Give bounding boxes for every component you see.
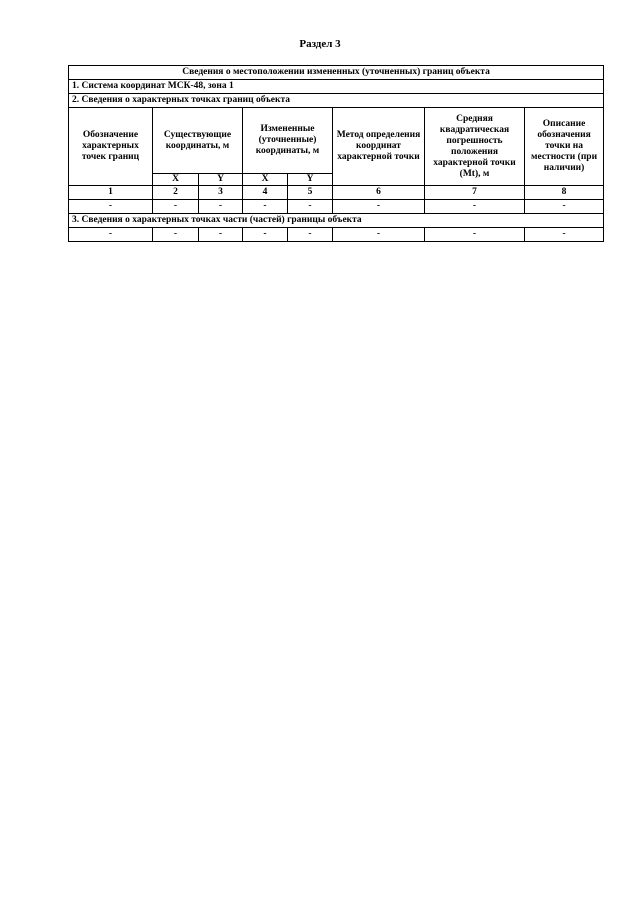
table-cell: - (199, 228, 243, 242)
column-number: 5 (288, 186, 333, 200)
column-number: 4 (243, 186, 288, 200)
column-number: 7 (425, 186, 525, 200)
table-row (69, 200, 604, 214)
subheader-x-changed: X (243, 174, 288, 186)
subheader-y-changed: Y (288, 174, 333, 186)
subheader-x-existing: X (153, 174, 199, 186)
header-description: Описание обозначения точки на местности (при наличии) (525, 108, 604, 186)
header-point-designation: Обозначение характерных точек границ (69, 108, 153, 186)
table-cell: - (199, 200, 243, 214)
column-number: 6 (333, 186, 425, 200)
part-points-section-row: 3. Сведения о характерных точках части (частей) границы объекта (69, 214, 604, 228)
table-row (69, 228, 604, 242)
table-cell: - (69, 200, 153, 214)
column-number: 3 (199, 186, 243, 200)
table-cell: - (153, 228, 199, 242)
header-method: Метод определения координат характерной точки (333, 108, 425, 186)
table-cell: - (525, 228, 604, 242)
table-cell: - (425, 228, 525, 242)
table-cell: - (153, 200, 199, 214)
header-existing-coords: Существующие координаты, м (153, 108, 243, 174)
boundary-table (68, 65, 604, 242)
table-cell: - (425, 200, 525, 214)
table-cell: - (243, 200, 288, 214)
subheader-y-existing: Y (199, 174, 243, 186)
column-number: 1 (69, 186, 153, 200)
table-cell: - (333, 228, 425, 242)
header-changed-coords: Измененные (уточненные) координаты, м (243, 108, 333, 174)
header-rms-error: Средняя квадратическая погрешность положения характерной точки (Mt), м (425, 108, 525, 186)
table-cell: - (288, 200, 333, 214)
points-section-row: 2. Сведения о характерных точках границ объекта (69, 94, 604, 108)
table-cell: - (288, 228, 333, 242)
section-title: Раздел 3 (299, 38, 341, 50)
coordinate-system-row: 1. Система координат МСК-48, зона 1 (69, 80, 604, 94)
table-cell: - (243, 228, 288, 242)
table-caption: Сведения о местоположении измененных (уточненных) границ объекта (69, 66, 604, 80)
column-number: 2 (153, 186, 199, 200)
table-cell: - (69, 228, 153, 242)
table-cell: - (525, 200, 604, 214)
table-cell: - (333, 200, 425, 214)
column-number: 8 (525, 186, 604, 200)
